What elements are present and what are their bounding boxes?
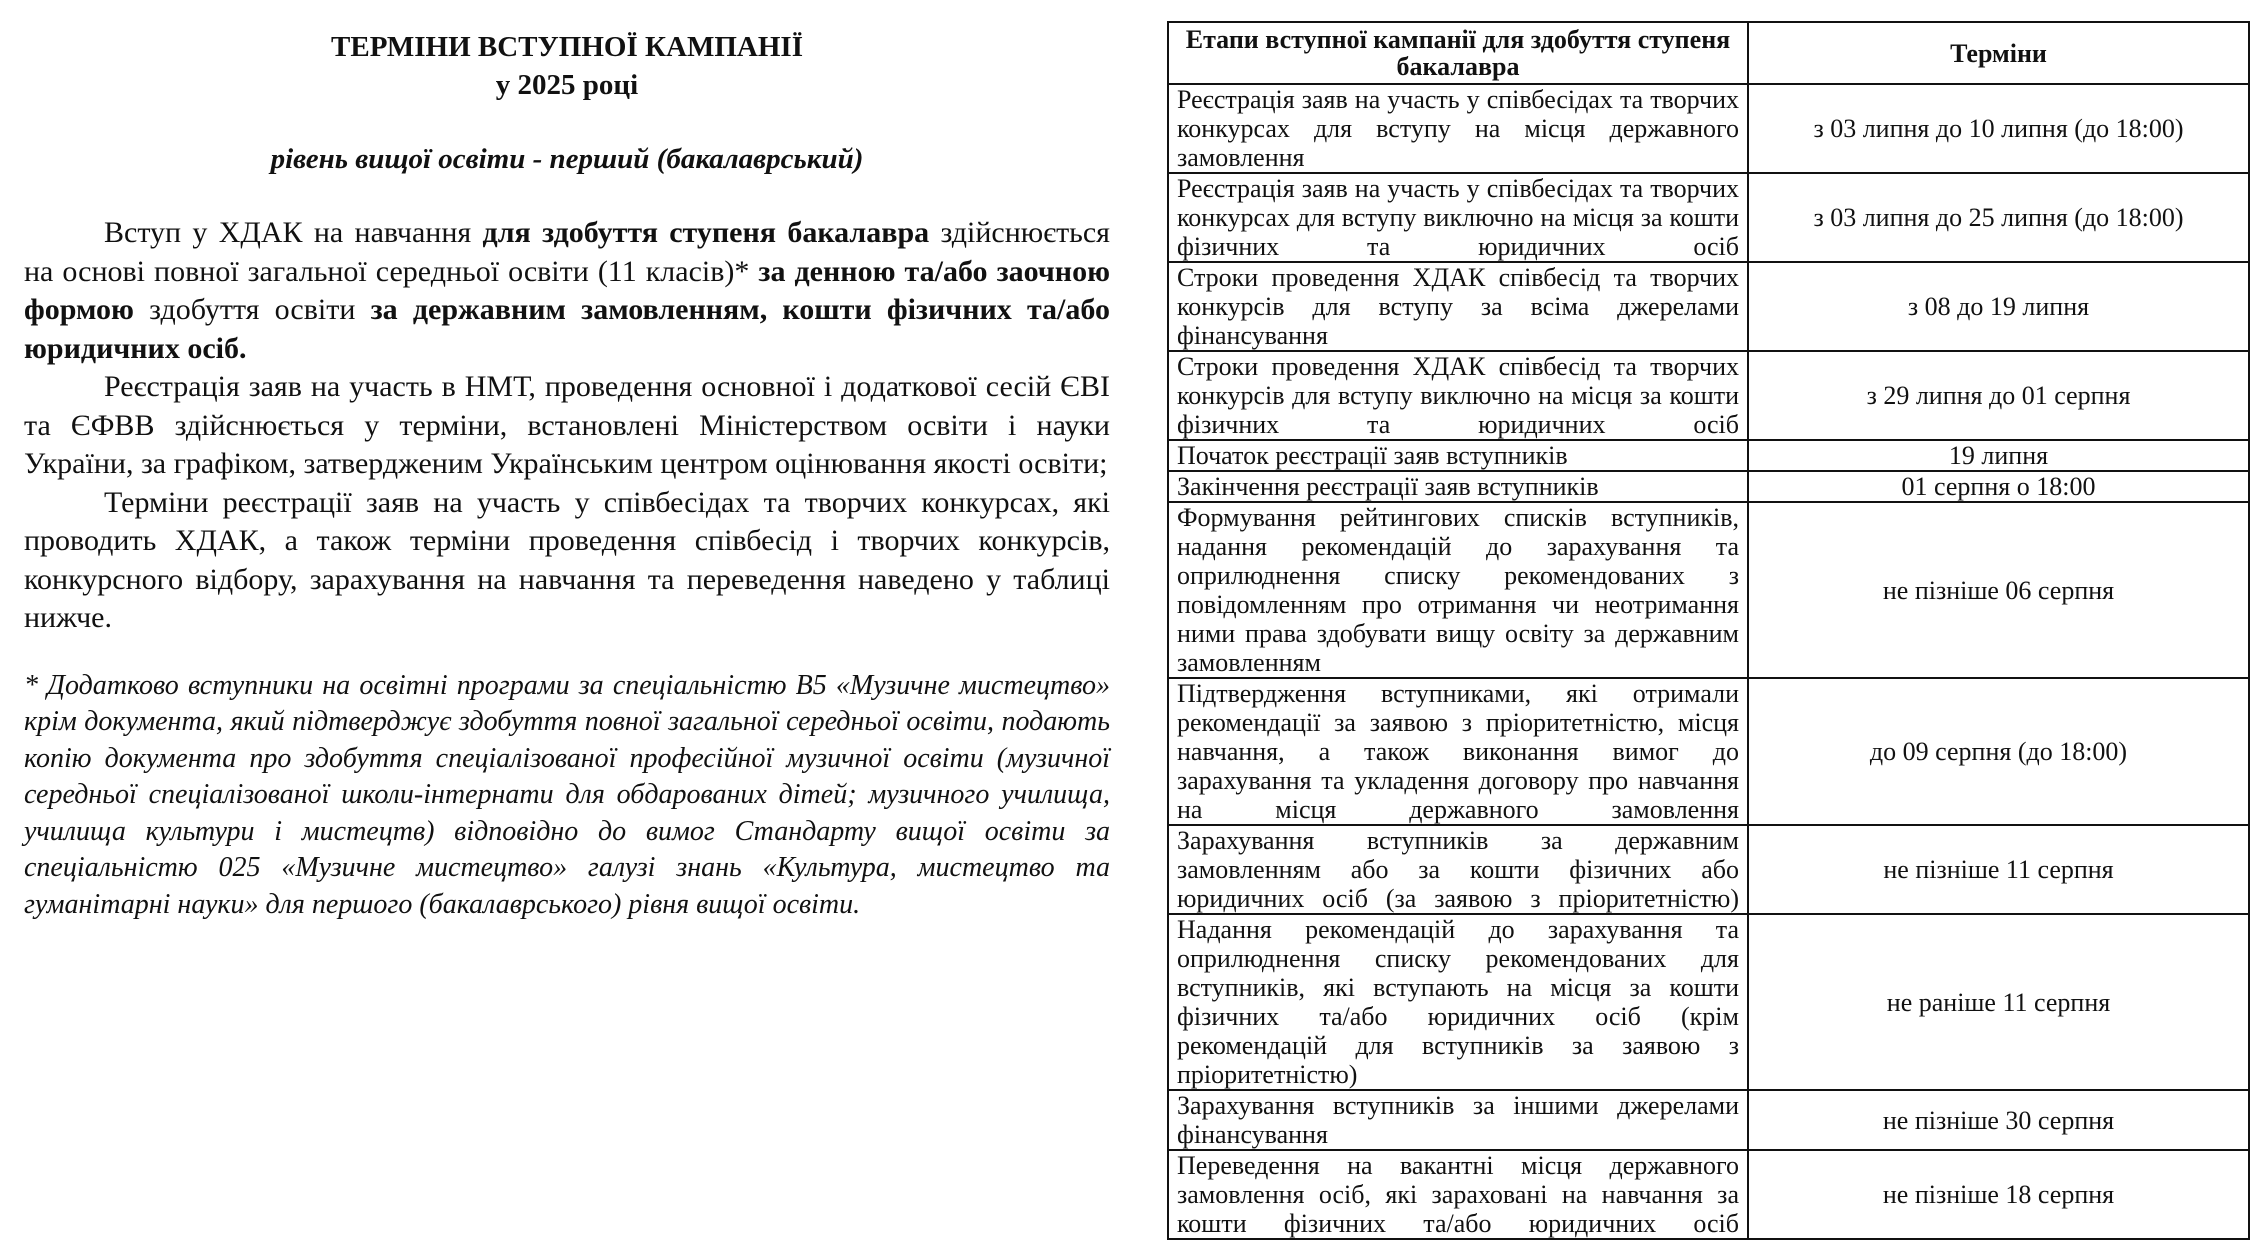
left-column [24,28,1110,923]
p1-text-c: здійснюється на основі повної загальної середньої освіти (11 класів)* [24,216,1110,288]
stage-cell: Формування рейтингових списків вступників, надання рекомендацій до зарахування та оприлюднення списку рекомендованих з повідомленням про отримання чи неотримання ними права здобувати вищу освіту за державним замовленням [1168,502,1748,678]
p1-bold-funding: за державним замовленням, кошти фізичних та/або юридичних осіб. [24,293,1110,365]
date-cell: не пізніше 06 серпня [1748,502,2249,678]
intro-paragraph-2: Реєстрація заяв на участь в НМТ, проведення основної і додаткової сесій ЄВІ та ЄФВВ здійснюється у терміни, встановлені Міністерством освіти і науки України, за графіком, затвердженим Українським центром оцінювання якості освіти; [24,370,1110,480]
title-line-2: у 2025 році [495,69,639,101]
table-row [1168,678,2249,825]
table-row [1168,502,2249,678]
date-cell: не пізніше 11 серпня [1748,825,2249,914]
stage-cell: Початок реєстрації заяв вступників [1168,440,1748,471]
admission-schedule-table [1167,21,2250,1240]
date-cell: з 03 липня до 10 липня (до 18:00) [1748,84,2249,173]
column-header-stages: Етапи вступної кампанії для здобуття ступеня бакалавра [1168,22,1748,84]
stage-cell: Строки проведення ХДАК співбесід та творчих конкурсів для вступу виключно на місця за кошти фізичних та юридичних осіб [1168,351,1748,440]
stage-cell: Переведення на вакантні місця державного замовлення осіб, які зараховані на навчання за кошти фізичних та/або юридичних осіб [1168,1150,1748,1239]
date-cell: з 03 липня до 25 липня (до 18:00) [1748,173,2249,262]
column-header-dates: Терміни [1748,22,2249,84]
stage-cell: Надання рекомендацій до зарахування та оприлюднення списку рекомендованих для вступників, які вступають на місця за кошти фізичних та/або юридичних осіб (крім рекомендацій для вступників за заявою з пріоритетністю) [1168,914,1748,1090]
table-row [1168,825,2249,914]
stage-cell: Підтвердження вступниками, які отримали рекомендації за заявою з пріоритетністю, місця навчання, а також виконання вимог до зарахування та укладення договору про навчання на місця державного замовлення [1168,678,1748,825]
table-row [1168,351,2249,440]
date-cell: 01 серпня о 18:00 [1748,471,2249,502]
table-row [1168,471,2249,502]
table-row [1168,262,2249,351]
date-cell: не пізніше 18 серпня [1748,1150,2249,1239]
stage-cell: Зарахування вступників за іншими джерелами фінансування [1168,1090,1748,1150]
p1-bold-degree: для здобуття ступеня бакалавра [482,216,930,249]
p1-text-e: здобуття освіти [133,293,371,326]
date-cell: 19 липня [1748,440,2249,471]
table-row [1168,173,2249,262]
table-row [1168,440,2249,471]
page-title [24,28,1110,104]
date-cell: з 08 до 19 липня [1748,262,2249,351]
date-cell: не пізніше 30 серпня [1748,1090,2249,1150]
date-cell: не раніше 11 серпня [1748,914,2249,1090]
p1-text-a: Вступ у ХДАК на навчання [104,216,483,249]
stage-cell: Закінчення реєстрації заяв вступників [1168,471,1748,502]
table-row [1168,914,2249,1090]
stage-cell: Зарахування вступників за державним замовленням або за кошти фізичних або юридичних осіб (за заявою з пріоритетністю) [1168,825,1748,914]
p1-bold-form: за денною та/або заочною формою [24,254,1110,326]
education-level-subtitle: рівень вищої освіти - перший (бакалаврський) [270,143,864,175]
date-cell: до 09 серпня (до 18:00) [1748,678,2249,825]
intro-paragraph-3: Терміни реєстрації заяв на участь у співбесідах та творчих конкурсах, які проводить ХДАК, а також терміни проведення співбесід і творчих конкурсів, конкурсного відбору, зарахування на навчання та переведення наведено у таблиці нижче. [24,485,1110,634]
table-header-row [1168,22,2249,84]
stage-cell: Реєстрація заяв на участь у співбесідах та творчих конкурсах для вступу на місця державного замовлення [1168,84,1748,173]
table-row [1168,1150,2249,1239]
title-line-1: ТЕРМІНИ ВСТУПНОЇ КАМПАНІЇ [331,31,803,63]
table-row [1168,1090,2249,1150]
footnote: * Додатково вступники на освітні програми за спеціальністю В5 «Музичне мистецтво» крім документа, який підтверджує здобуття повної загальної середньої освіти, подають копію документа про здобуття спеціалізованої професійної музичної освіти (музичної середньої спеціалізованої школи-інтернати для обдарованих дітей; музичного училища, училища культури і мистецтв) відповідно до вимог Стандарту вищої освіти за спеціальністю 025 «Музичне мистецтво» галузі знань «Культура, мистецтво та гуманітарні науки» для першого (бакалаврського) рівня вищої освіти. [24,669,1110,920]
intro-paragraph-1 [24,214,1110,368]
table-row [1168,84,2249,173]
stage-cell: Реєстрація заяв на участь у співбесідах та творчих конкурсах для вступу виключно на місця за кошти фізичних та юридичних осіб [1168,173,1748,262]
stage-cell: Строки проведення ХДАК співбесід та творчих конкурсів для вступу за всіма джерелами фінансування [1168,262,1748,351]
date-cell: з 29 липня до 01 серпня [1748,351,2249,440]
